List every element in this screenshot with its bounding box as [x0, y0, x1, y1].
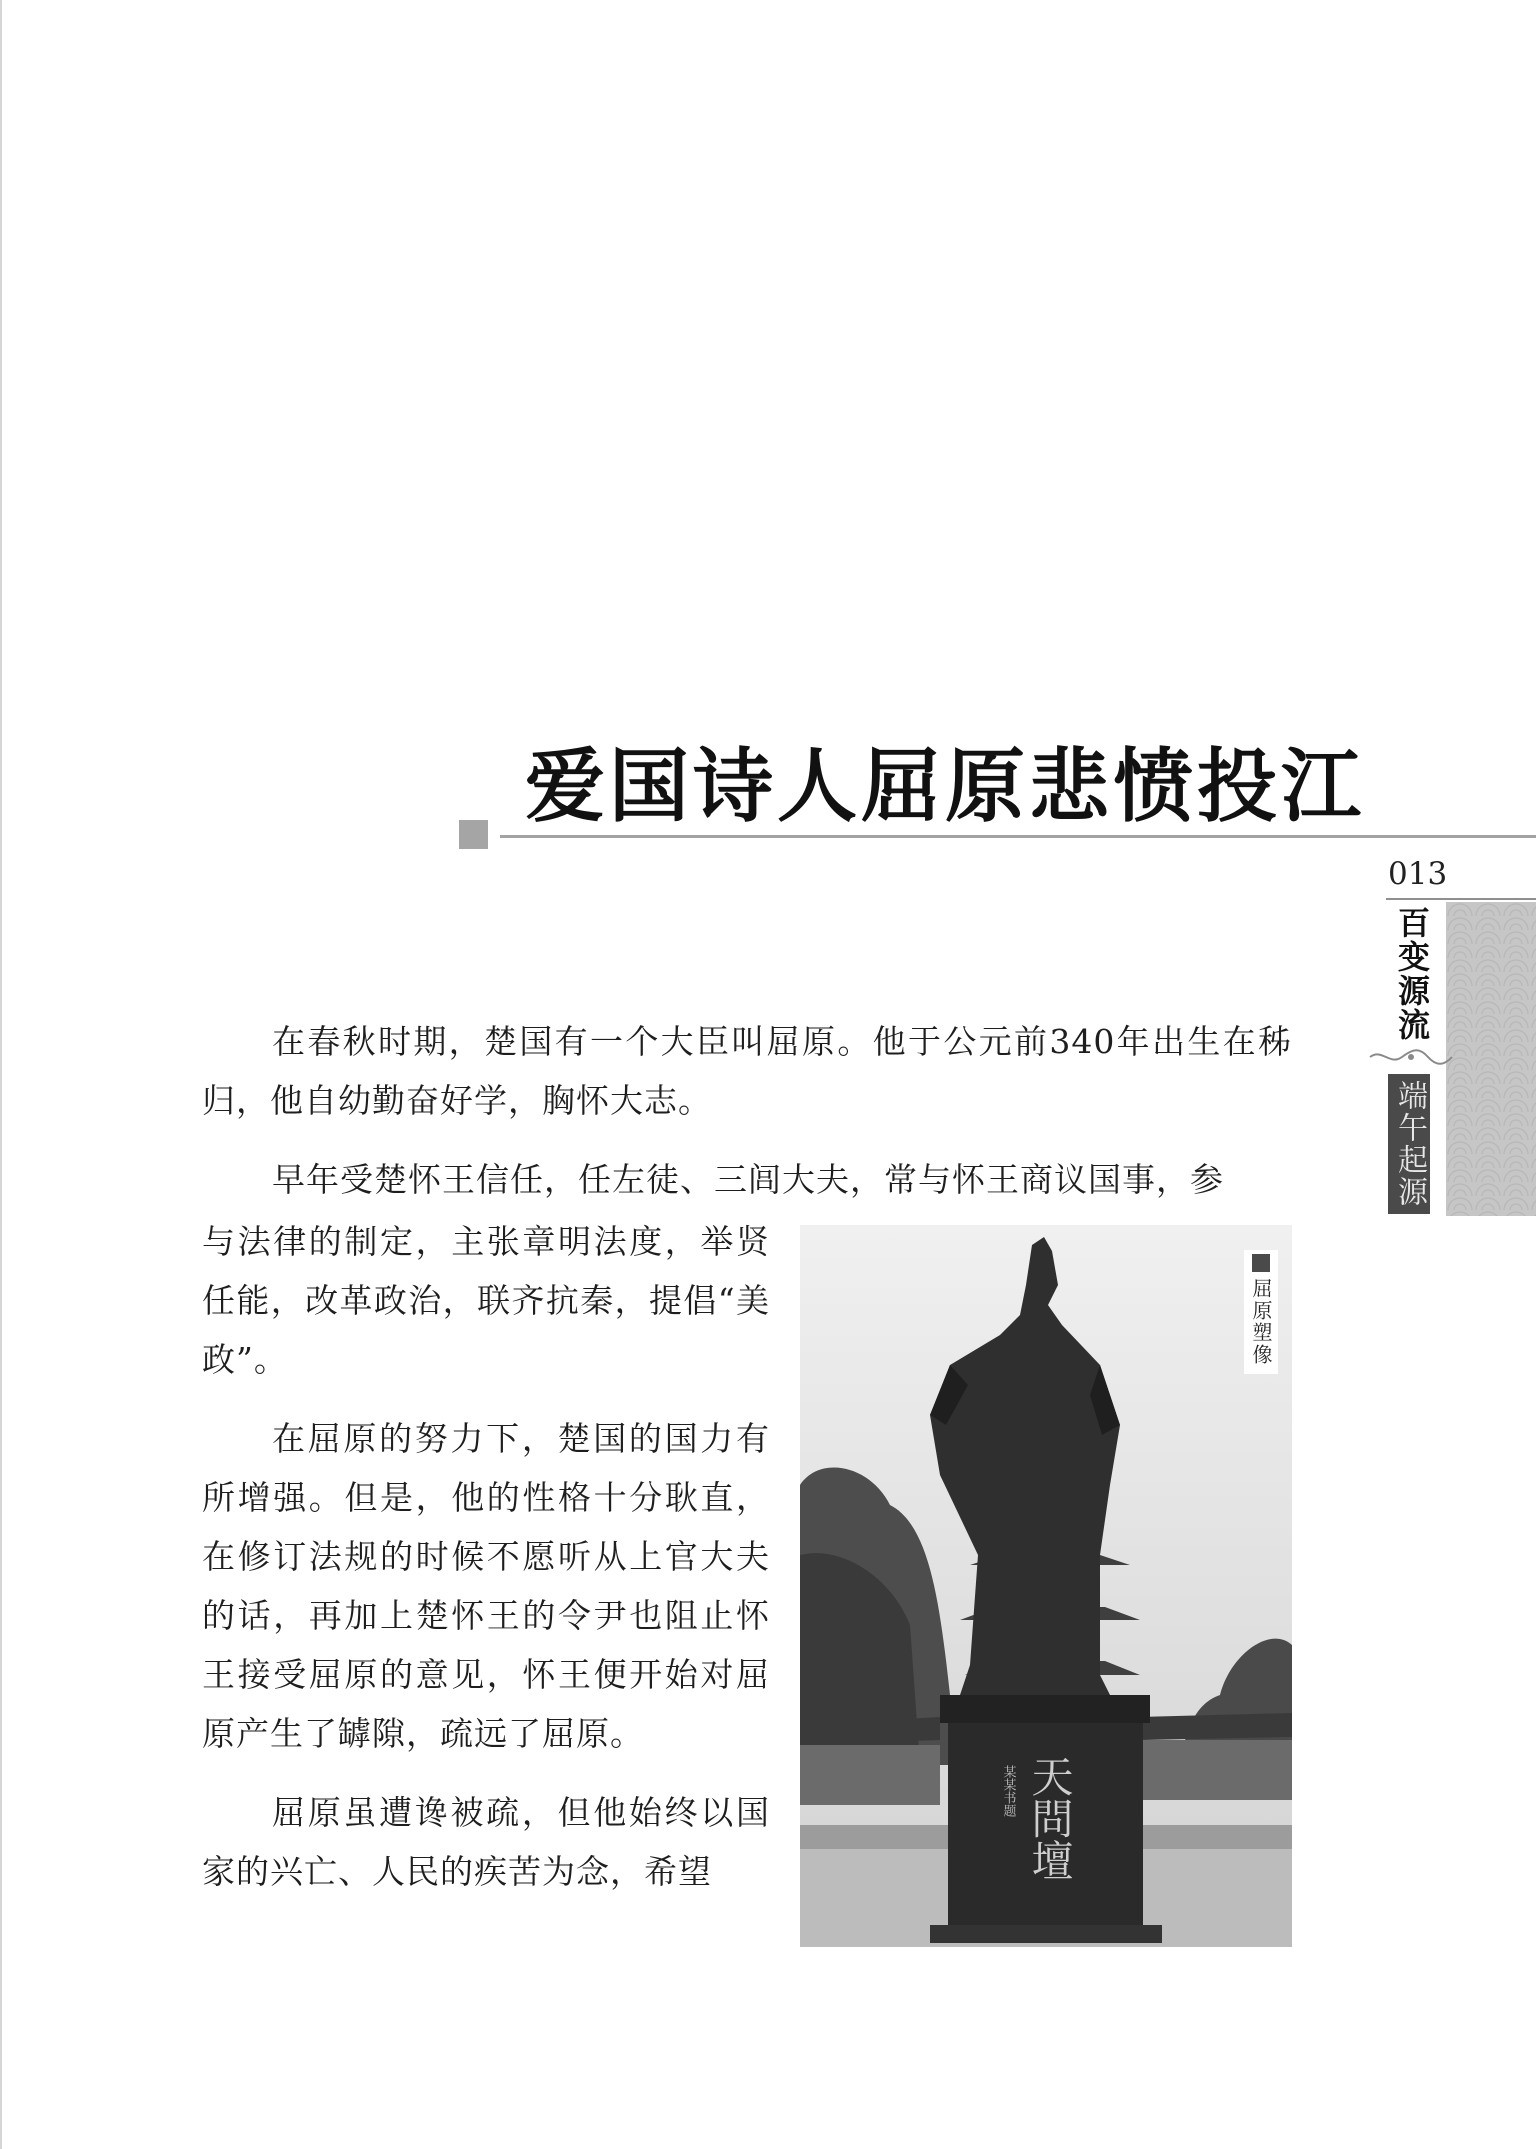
paragraph-3: 在屈原的努力下，楚国的国力有所增强。但是，他的性格十分耿直，在修订法规的时候不愿听从上官大夫的话，再加上楚怀王的令尹也阻止怀王接受屈原的意见，怀王便开始对屈原产生了罅隙，疏远了屈原。 — [202, 1419, 770, 1753]
pedestal-side-inscription: 某某书题 — [1000, 1765, 1016, 1817]
paragraph-2-rest: 与法律的制定，主张章明法度，举贤任能，改革政治，联齐抗秦，提倡“美政”。 — [202, 1222, 770, 1379]
paragraph-4: 屈原虽遭谗被疏，但他始终以国家的兴亡、人民的疾苦为念，希望 — [202, 1793, 770, 1891]
title-rule — [500, 835, 1536, 838]
side-tab — [1382, 898, 1536, 1216]
caption-text: 屈原塑像 — [1249, 1278, 1273, 1366]
chapter-tab — [1388, 1074, 1430, 1214]
paragraph-1: 在春秋时期，楚国有一个大臣叫屈原。他于公元前340年出生在秭归，他自幼勤奋好学，胸怀大志。 — [202, 1022, 1292, 1120]
side-tab-rule — [1386, 898, 1536, 900]
statue-photo — [800, 1225, 1292, 1947]
caption-square-marker — [1252, 1254, 1270, 1272]
article-title: 爱国诗人屈原悲愤投江 — [525, 739, 1365, 833]
pedestal-inscription: 天問壇 — [1025, 1755, 1075, 1881]
page-edge — [0, 0, 2, 2149]
paragraph-2-line-1: 早年受楚怀王信任，任左徒、三闾大夫，常与怀王商议国事，参 — [272, 1160, 1224, 1199]
narrow-column — [202, 1212, 770, 1921]
page-number: 013 — [1388, 856, 1448, 892]
photo-caption — [1244, 1250, 1278, 1374]
chapter-tab-label: 端午起源 — [1392, 1080, 1427, 1208]
scroll-ornament-icon — [1368, 1046, 1454, 1068]
series-title: 百变源流 — [1393, 906, 1431, 1042]
wave-pattern — [1446, 902, 1536, 1216]
title-square-marker — [459, 820, 488, 849]
statue-photo-drawing — [800, 1225, 1292, 1947]
